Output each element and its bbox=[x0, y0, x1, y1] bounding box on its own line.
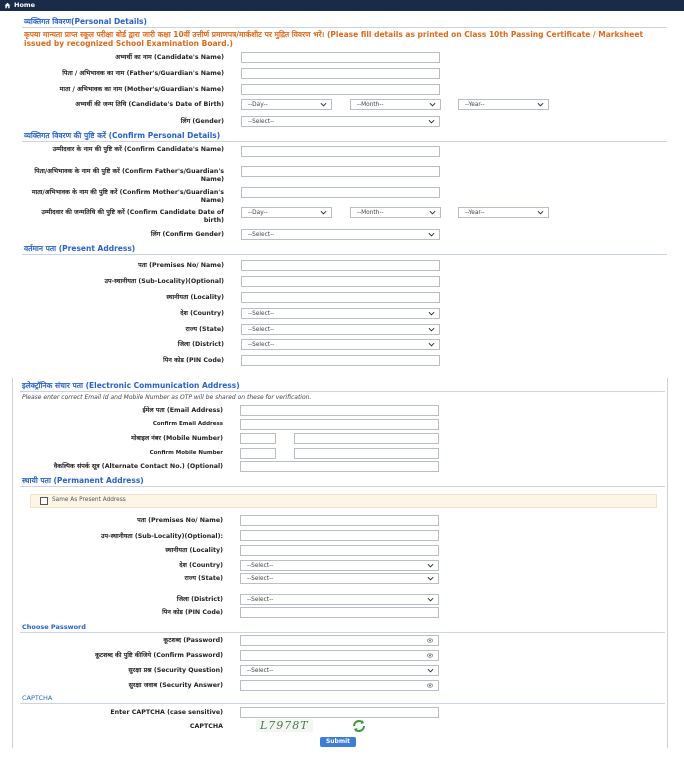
confirm-details-title: व्यक्तिगत विवरण की पुष्टि करें (Confirm Personal Details) bbox=[24, 131, 221, 140]
confirm-name-label: उम्मीदवार के नाम की पुष्टि करें (Confirm Candidate's Name) bbox=[52, 146, 224, 153]
email-input[interactable] bbox=[240, 405, 439, 416]
password-label: कूटशब्द (Password) bbox=[163, 637, 223, 644]
confirm-father-label: पिता/अभिभावक के नाम की पुष्टि करें (Confirm Father's/Guardian's Name) bbox=[34, 168, 224, 183]
home-label: Home bbox=[14, 1, 36, 9]
confirm-email-label: Confirm Email Address bbox=[152, 421, 223, 427]
chevron-down-icon bbox=[428, 311, 435, 316]
present-country-select[interactable] bbox=[241, 308, 440, 319]
confirm-mobile-code-input[interactable] bbox=[240, 448, 276, 459]
confirm-dob-year-value: --Year-- bbox=[465, 209, 485, 216]
permanent-premises-label: पता (Premises No/ Name) bbox=[137, 517, 223, 524]
security-question-value: --Select-- bbox=[247, 667, 274, 674]
confirm-dob-month-select[interactable] bbox=[350, 207, 441, 218]
confirm-email-input[interactable] bbox=[240, 419, 439, 430]
present-district-select[interactable] bbox=[241, 339, 440, 350]
permanent-district-value: --Select-- bbox=[247, 596, 274, 603]
present-sublocality-input[interactable] bbox=[241, 276, 440, 287]
chevron-down-icon bbox=[427, 576, 434, 581]
present-locality-label: स्थानीयता (Locality) bbox=[166, 294, 224, 301]
confirm-name-input[interactable] bbox=[241, 146, 440, 157]
confirm-dob-month-value: --Month-- bbox=[357, 209, 384, 216]
permanent-sublocality-input[interactable] bbox=[240, 530, 439, 541]
confirm-mother-label: माता/अभिभावक के नाम की पुष्टि करें (Confirm Mother's/Guardian's Name) bbox=[31, 189, 224, 204]
captcha-title: CAPTCHA bbox=[22, 694, 53, 702]
present-premises-label: पता (Premises No/ Name) bbox=[138, 262, 224, 269]
electronic-address-title: इलेक्ट्रॉनिक संचार पता (Electronic Communication Address) bbox=[22, 381, 240, 390]
chevron-down-icon bbox=[429, 210, 436, 215]
choose-password-title: Choose Password bbox=[22, 623, 86, 631]
confirm-password-input[interactable] bbox=[240, 650, 439, 661]
mobile-code-input[interactable] bbox=[240, 433, 276, 444]
dob-year-value: --Year-- bbox=[465, 101, 485, 108]
present-district-value: --Select-- bbox=[248, 341, 275, 348]
present-state-label: राज्य (State) bbox=[185, 326, 224, 333]
mobile-input[interactable] bbox=[294, 433, 439, 444]
confirm-gender-label: लिंग (Confirm Gender) bbox=[150, 231, 224, 238]
father-name-input[interactable] bbox=[241, 68, 440, 79]
same-as-present-checkbox[interactable] bbox=[40, 497, 48, 505]
present-sublocality-label: उप-स्थानीयता (Sub-Locality)(Optional) bbox=[104, 278, 224, 285]
present-country-label: देश (Country) bbox=[180, 310, 224, 317]
section-divider bbox=[20, 703, 665, 704]
chevron-down-icon bbox=[320, 102, 327, 107]
chevron-down-icon bbox=[428, 119, 435, 124]
candidate-name-input[interactable] bbox=[241, 52, 440, 63]
panel-border-left bbox=[12, 378, 13, 748]
section-divider bbox=[20, 632, 665, 633]
permanent-state-select[interactable] bbox=[240, 573, 439, 584]
gender-label: लिंग (Gender) bbox=[180, 118, 224, 125]
permanent-locality-label: स्थानीयता (Locality) bbox=[165, 547, 223, 554]
permanent-state-label: राज्य (State) bbox=[184, 575, 223, 582]
confirm-gender-value: --Select-- bbox=[248, 231, 275, 238]
permanent-country-value: --Select-- bbox=[247, 562, 274, 569]
mobile-label: मोबाइल नंबर (Mobile Number) bbox=[131, 435, 223, 442]
dob-label: अभ्यर्थी की जन्म तिथि (Candidate's Date of Birth) bbox=[75, 101, 224, 108]
submit-button[interactable]: Submit bbox=[320, 737, 356, 747]
section-divider bbox=[22, 141, 667, 142]
dob-day-select[interactable] bbox=[241, 99, 332, 110]
section-divider bbox=[20, 486, 665, 487]
candidate-name-label: अभ्यर्थी का नाम (Candidate's Name) bbox=[115, 54, 224, 61]
permanent-district-select[interactable] bbox=[240, 594, 439, 605]
confirm-dob-year-select[interactable] bbox=[458, 207, 549, 218]
permanent-state-value: --Select-- bbox=[247, 575, 274, 582]
eye-icon[interactable] bbox=[427, 653, 433, 658]
email-label: ईमेल पता (Email Address) bbox=[142, 407, 223, 414]
present-premises-input[interactable] bbox=[241, 260, 440, 271]
permanent-district-label: जिला (District) bbox=[176, 596, 223, 603]
section-divider bbox=[20, 391, 665, 392]
confirm-mobile-label: Confirm Mobile Number bbox=[149, 450, 223, 456]
permanent-address-title: स्थायी पता (Permanent Address) bbox=[22, 476, 144, 485]
confirm-dob-label: उम्मीदवार की जन्मतिथि की पुष्टि करें (Confirm Candidate Date of birth) bbox=[41, 209, 224, 224]
present-state-value: --Select-- bbox=[248, 326, 275, 333]
panel-border-right bbox=[667, 378, 668, 748]
confirm-gender-select[interactable] bbox=[241, 229, 440, 240]
eye-icon[interactable] bbox=[427, 683, 433, 688]
dob-month-select[interactable] bbox=[350, 99, 441, 110]
refresh-icon[interactable] bbox=[351, 719, 367, 733]
present-pin-label: पिन कोड (PIN Code) bbox=[163, 357, 224, 364]
chevron-down-icon bbox=[428, 342, 435, 347]
permanent-sublocality-label: उप-स्थानीयता (Sub-Locality)(Optional): bbox=[101, 533, 223, 540]
chevron-down-icon bbox=[429, 102, 436, 107]
security-answer-label: सुरक्षा जवाब (Security Answer) bbox=[128, 682, 223, 689]
permanent-locality-input[interactable] bbox=[240, 545, 439, 556]
confirm-mobile-input[interactable] bbox=[294, 448, 439, 459]
present-country-value: --Select-- bbox=[248, 310, 275, 317]
permanent-country-label: देश (Country) bbox=[179, 562, 223, 569]
chevron-down-icon bbox=[428, 327, 435, 332]
chevron-down-icon bbox=[427, 597, 434, 602]
chevron-down-icon bbox=[427, 563, 434, 568]
father-name-label: पिता / अभिभावक का नाम (Father's/Guardian's Name) bbox=[62, 70, 224, 77]
chevron-down-icon bbox=[537, 210, 544, 215]
security-answer-input[interactable] bbox=[240, 680, 439, 691]
dob-year-select[interactable] bbox=[458, 99, 549, 110]
permanent-country-select[interactable] bbox=[240, 560, 439, 571]
chevron-down-icon bbox=[427, 668, 434, 673]
section-divider bbox=[22, 254, 667, 255]
chevron-down-icon bbox=[428, 232, 435, 237]
alternate-contact-label: वैकल्पिक संपर्क सूत्र (Alternate Contact No.) (Optional) bbox=[53, 463, 223, 470]
captcha-input[interactable] bbox=[240, 707, 439, 718]
confirm-dob-day-value: --Day-- bbox=[248, 209, 268, 216]
present-pin-input[interactable] bbox=[241, 355, 440, 366]
security-question-select[interactable] bbox=[240, 665, 439, 676]
personal-details-title: व्यक्तिगत विवरण(Personal Details) bbox=[24, 17, 147, 26]
alternate-contact-input[interactable] bbox=[240, 461, 439, 472]
password-input[interactable] bbox=[240, 635, 439, 646]
security-question-label: सुरक्षा प्रश्न (Security Question) bbox=[128, 667, 223, 674]
top-navbar bbox=[0, 0, 684, 11]
home-icon bbox=[4, 2, 11, 9]
dob-day-value: --Day-- bbox=[248, 101, 268, 108]
permanent-pin-label: पिन कोड (PIN Code) bbox=[162, 609, 223, 616]
mother-name-label: माता / अभिभावक का नाम (Mother's/Guardian's Name) bbox=[59, 86, 224, 93]
present-locality-input[interactable] bbox=[241, 292, 440, 303]
enter-captcha-label: Enter CAPTCHA (case sensitive) bbox=[110, 709, 223, 716]
eye-icon[interactable] bbox=[427, 638, 433, 643]
present-state-select[interactable] bbox=[241, 324, 440, 335]
permanent-premises-input[interactable] bbox=[240, 515, 439, 526]
same-as-present-label: Same As Present Address bbox=[52, 497, 126, 503]
gender-value: --Select-- bbox=[248, 118, 275, 125]
personal-details-note: कृपया मान्यता प्राप्त स्कूल परीक्षा बोर्ड द्वारा जारी कक्षा 10वीं उत्तीर्ण प्रमाणपत्र/मार्कशीट पर मुद्रित विवरण भरें। (Please fill details as printed on Class 10th Passing Certificate / Marksheet issued by recognized School Examination Board.) bbox=[24, 30, 644, 48]
dob-month-value: --Month-- bbox=[357, 101, 384, 108]
present-address-title: वर्तमान पता (Present Address) bbox=[24, 244, 136, 253]
confirm-mother-input[interactable] bbox=[241, 187, 440, 198]
confirm-password-label: कूटशब्द की पुष्टि कीजिये (Confirm Password) bbox=[95, 652, 223, 659]
chevron-down-icon bbox=[320, 210, 327, 215]
chevron-down-icon bbox=[537, 102, 544, 107]
electronic-address-note: Please enter correct Email Id and Mobile Number as OTP will be shared on these for verification. bbox=[22, 394, 312, 401]
section-divider bbox=[22, 27, 667, 28]
captcha-label: CAPTCHA bbox=[189, 723, 223, 730]
permanent-pin-input[interactable] bbox=[240, 607, 439, 618]
captcha-image: L7978T bbox=[256, 719, 313, 732]
home-link[interactable] bbox=[4, 1, 35, 9]
gender-select[interactable] bbox=[241, 116, 440, 127]
confirm-father-input[interactable] bbox=[241, 166, 440, 177]
confirm-dob-day-select[interactable] bbox=[241, 207, 332, 218]
mother-name-input[interactable] bbox=[241, 84, 440, 95]
present-district-label: जिला (District) bbox=[177, 341, 224, 348]
